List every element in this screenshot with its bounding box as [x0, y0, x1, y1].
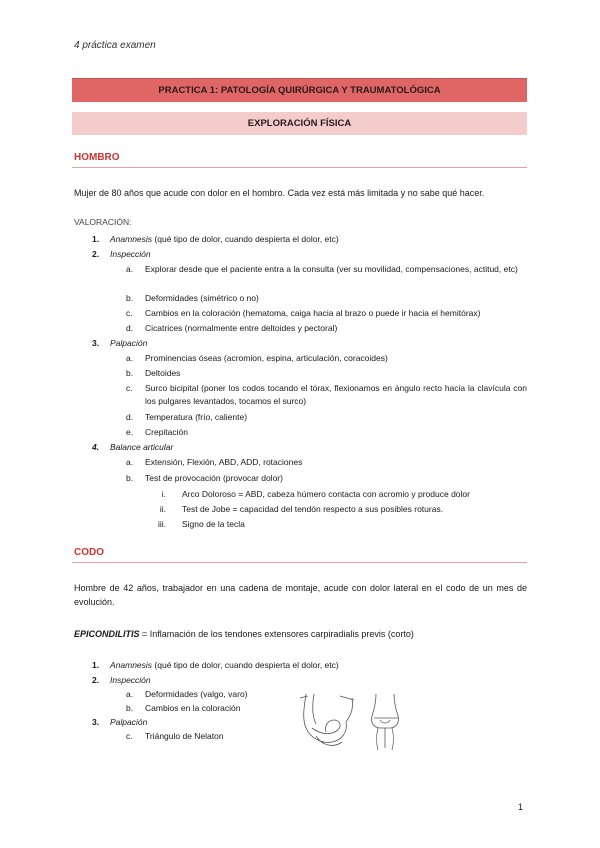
sublist-item: Explorar desde que el paciente entra a la consulta (ver su movilidad, compensaciones, actitud, etc): [145, 264, 518, 274]
sublist-item: Triángulo de Nelaton: [145, 731, 224, 741]
page-header: 4 práctica examen: [74, 40, 156, 51]
sublist-letter: b.: [126, 703, 134, 713]
subsublist-numeral: ii.: [159, 504, 166, 514]
epicondilitis-definition: [74, 627, 527, 641]
sublist-item: Cicatrices (normalmente entre deltoides y pectoral): [145, 323, 338, 333]
sublist-letter: a.: [126, 689, 134, 699]
sublist-letter: c.: [126, 731, 133, 741]
elbow-sketch-anterior: [364, 692, 406, 750]
list-item: Palpación: [110, 338, 148, 348]
list-item: [110, 233, 339, 246]
sublist-letter: a.: [126, 264, 134, 274]
epicondilitis-detail: = Inflamación de los tendones extensores carpiradialis previs (corto): [139, 629, 414, 639]
sublist-letter: c.: [126, 383, 133, 393]
list-number: 4.: [92, 442, 100, 452]
subsublist-item: Test de Jobe = capacidad del tendón respecto a sus posibles roturas.: [182, 504, 444, 514]
subsublist-item: Arco Doloroso = ABD, cabeza húmero contacta con acromio y produce dolor: [182, 489, 470, 499]
list-item: Inspección: [110, 249, 151, 259]
list-item: [110, 659, 339, 672]
subsublist-item: Signo de la tecla: [182, 519, 245, 529]
sublist-letter: a.: [126, 353, 134, 363]
sublist-letter: e.: [126, 427, 134, 437]
subsublist-numeral: iii.: [157, 519, 166, 529]
list-number: 2.: [92, 249, 100, 259]
sublist-letter: b.: [126, 473, 134, 483]
subtitle-text: EXPLORACIÓN FÍSICA: [247, 118, 352, 129]
section-title-codo: CODO: [74, 547, 104, 558]
sublist-letter: d.: [126, 323, 134, 333]
sublist-item: Test de provocación (provocar dolor): [145, 473, 283, 483]
list-number: 2.: [92, 675, 100, 685]
list-number: 3.: [92, 338, 100, 348]
sublist-item: Cambios en la coloración: [145, 703, 241, 713]
section-divider: [72, 562, 527, 563]
sublist-letter: b.: [126, 293, 134, 303]
list-number: 3.: [92, 717, 100, 727]
epicondilitis-term: EPICONDILITIS: [74, 629, 140, 639]
sublist-item: Prominencias óseas (acromion, espina, articulación, coracoides): [145, 353, 388, 363]
subsublist-numeral: i.: [161, 489, 166, 499]
section-divider: [72, 167, 527, 168]
sublist-item: Extensión, Flexión, ABD, ADD, rotaciones: [145, 457, 303, 467]
sublist-item: Deltoides: [145, 368, 181, 378]
valoracion-label: VALORACIÓN:: [74, 217, 132, 227]
page-number: 1: [518, 802, 524, 812]
title-bar: [72, 78, 527, 102]
item-term: Anamnesis: [110, 234, 153, 244]
item-detail: (qué tipo de dolor, cuando despierta el dolor, etc): [152, 234, 339, 244]
sublist-item: Deformidades (valgo, varo): [145, 689, 248, 699]
case-text-hombro: Mujer de 80 años que acude con dolor en el hombro. Cada vez está más limitada y no sabe qué hacer.: [74, 188, 485, 198]
list-number: 1.: [92, 234, 100, 244]
list-item: Inspección: [110, 675, 151, 685]
section-title-hombro: HOMBRO: [74, 152, 120, 163]
sublist-item: Surco bicipital (poner los codos tocando el tórax, flexionamos en ángulo recto hacia la clavícula con los pulgares levantados, tocamos el surco): [145, 383, 527, 406]
sublist-item: Deformidades (simétrico o no): [145, 293, 259, 303]
list-item: Palpación: [110, 717, 148, 727]
sublist-item: Crepitación: [145, 427, 188, 437]
item-term: Anamnesis: [110, 660, 153, 670]
sublist-letter: a.: [126, 457, 134, 467]
item-detail: (qué tipo de dolor, cuando despierta el dolor, etc): [152, 660, 339, 670]
sublist-item: Cambios en la coloración (hematoma, caiga hacia al brazo o puede ir hacia el hemitórax): [145, 308, 481, 318]
elbow-sketch-lateral: [296, 690, 360, 752]
sublist-letter: d.: [126, 412, 134, 422]
list-item: Balance articular: [110, 442, 174, 452]
subtitle-bar: [72, 112, 527, 135]
sublist-letter: b.: [126, 368, 134, 378]
case-text-codo: Hombre de 42 años, trabajador en una cadena de montaje, acude con dolor lateral en el codo de un mes de evolución.: [74, 583, 527, 607]
sublist-item: Temperatura (frío, caliente): [145, 412, 248, 422]
title-text: PRACTICA 1: PATOLOGÍA QUIRÚRGICA Y TRAUMATOLÓGICA: [158, 85, 441, 96]
list-number: 1.: [92, 660, 100, 670]
sublist-letter: c.: [126, 308, 133, 318]
